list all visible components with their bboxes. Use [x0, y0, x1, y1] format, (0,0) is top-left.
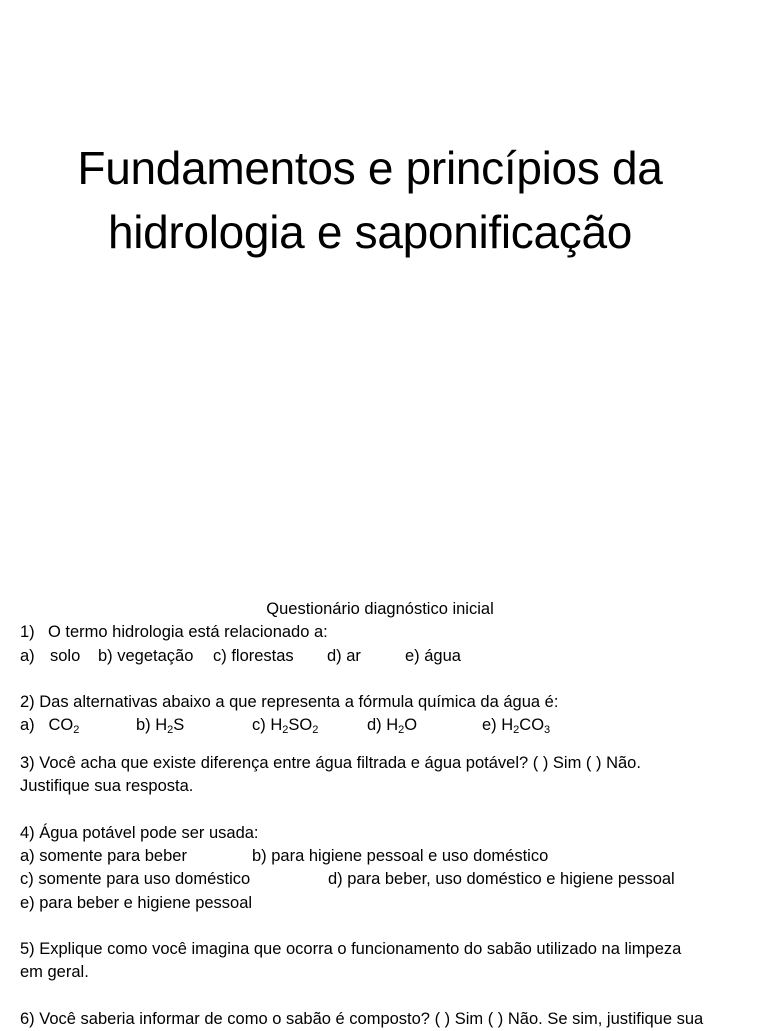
q2-option-a: a) $CO_2$ — [20, 716, 80, 737]
title-line-2: hidrologia e saponificação — [107, 206, 633, 258]
q4-option-d: d) para beber, uso doméstico e higiene pessoal — [328, 870, 675, 889]
question-4-options-row-1 — [20, 845, 760, 868]
q1-option-e: e) água — [405, 646, 461, 665]
questionnaire — [20, 598, 760, 1031]
page-title — [0, 136, 740, 264]
q2-option-e: e) $H_2CO_3$ — [482, 716, 551, 737]
q2-option-c: c) $H_2SO_2$ — [252, 716, 319, 737]
q1-option-a-label: a) — [20, 646, 35, 665]
question-1-text: O termo hidrologia está relacionado a: — [48, 623, 328, 642]
question-1-options — [20, 645, 760, 668]
question-5-line-1: 5) Explique como você imagina que ocorra o funcionamento do sabão utilizado na limpeza — [20, 940, 682, 959]
question-4: 4) Água potável pode ser usada: — [20, 823, 259, 842]
q4-option-c: c) somente para uso doméstico — [20, 870, 251, 889]
q1-option-d: d) ar — [327, 646, 361, 665]
q4-option-e: e) para beber e higiene pessoal — [20, 893, 253, 912]
q2-option-b: b) $H_2S$ — [136, 716, 185, 737]
q1-option-b: b) vegetação — [98, 646, 194, 665]
title-line-1: Fundamentos e princípios da — [77, 142, 663, 194]
question-1-number: 1) — [20, 623, 35, 642]
q4-option-b: b) para higiene pessoal e uso doméstico — [252, 846, 549, 865]
q1-option-c: c) florestas — [213, 646, 294, 665]
question-1 — [20, 621, 760, 644]
q1-option-a: solo — [50, 646, 81, 665]
q2-option-d: d) $H_2O$ — [367, 716, 418, 737]
question-2-options — [20, 714, 760, 737]
question-6-line-1: 6) Você saberia informar de como o sabão é composto? ( ) Sim ( ) Não. Se sim, justifique sua — [20, 1010, 704, 1029]
question-2: 2) Das alternativas abaixo a que representa a fórmula química da água é: — [20, 693, 559, 712]
questionnaire-heading: Questionário diagnóstico inicial — [266, 600, 494, 618]
q4-option-a: a) somente para beber — [20, 846, 187, 865]
question-5-line-2: em geral. — [20, 963, 89, 982]
question-3-line-2: Justifique sua resposta. — [20, 777, 194, 796]
question-3-line-1: 3) Você acha que existe diferença entre água filtrada e água potável? ( ) Sim ( ) Não. — [20, 753, 641, 772]
question-4-options-row-2 — [20, 868, 760, 891]
